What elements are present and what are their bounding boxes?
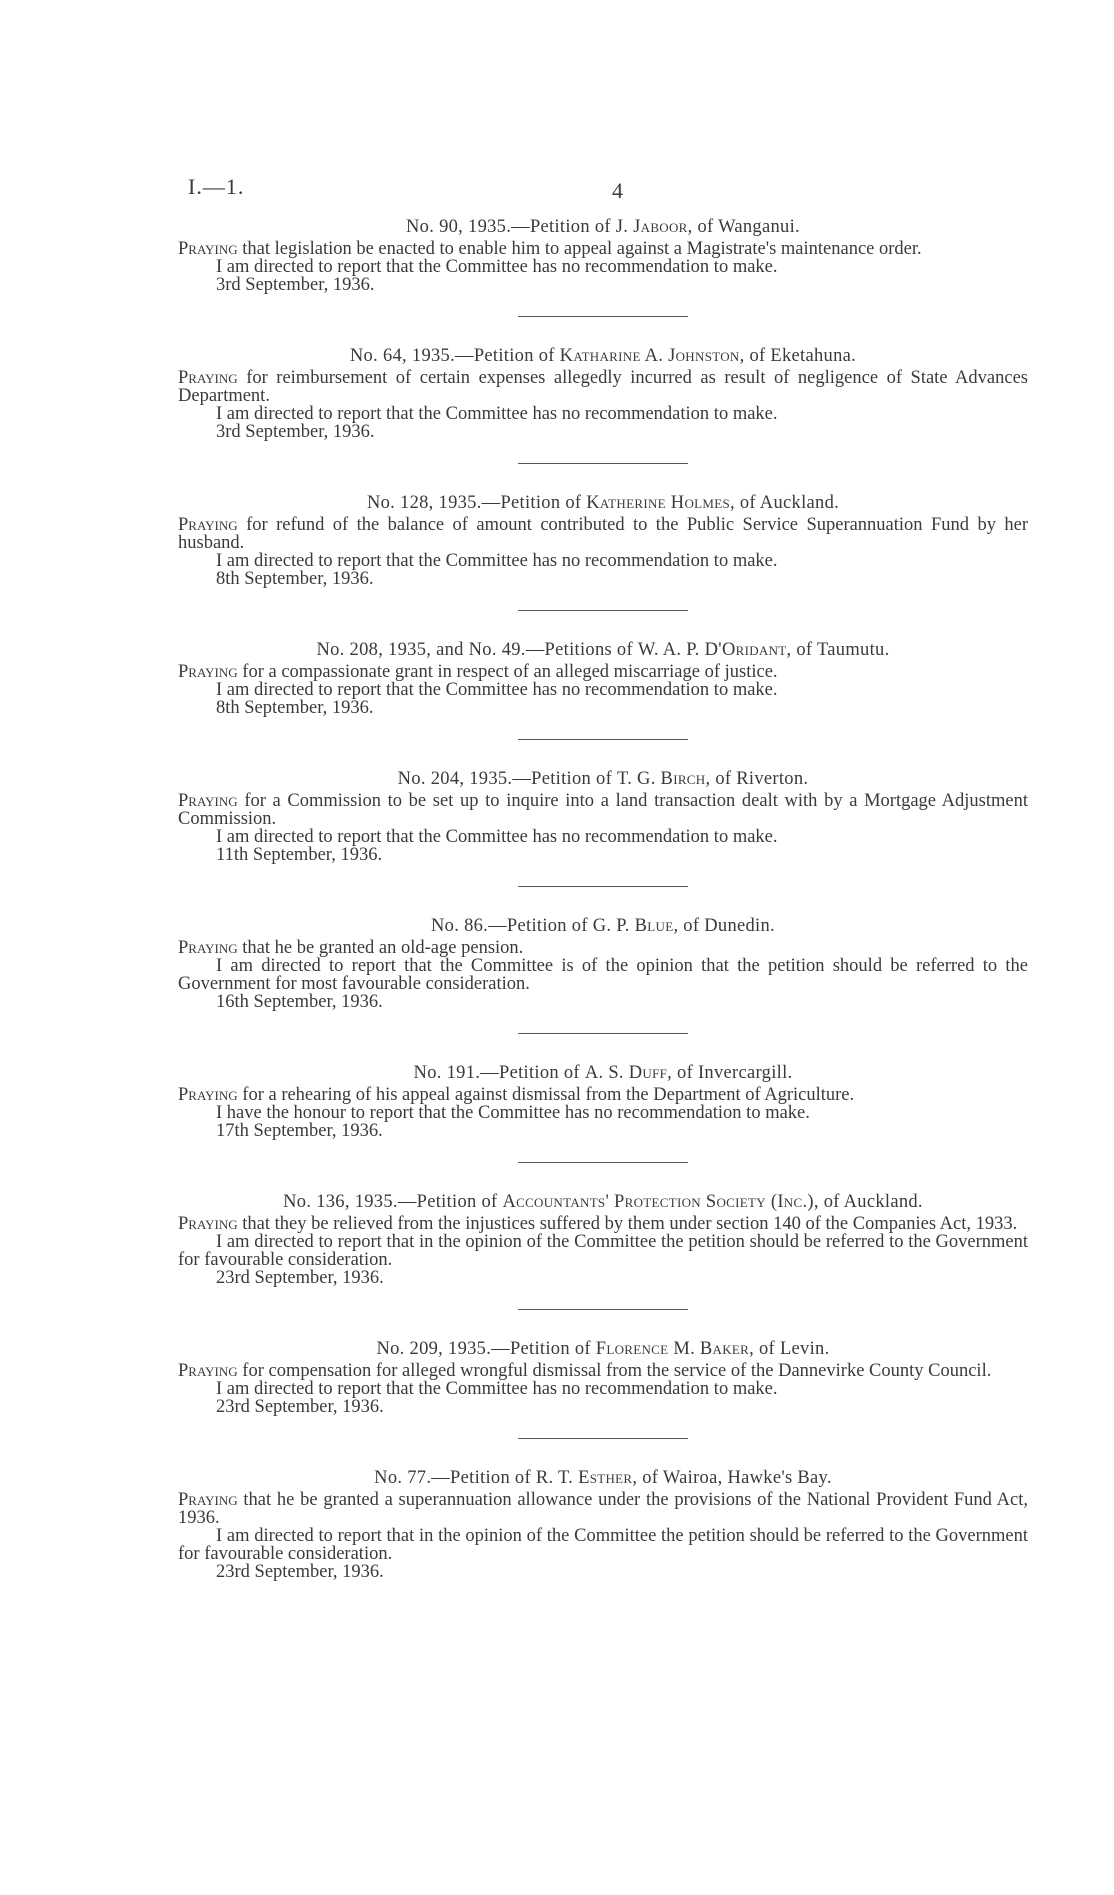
petition-prayer xyxy=(178,939,1028,957)
petition-prayer xyxy=(178,1491,1028,1527)
petitioner-place: , of Auckland. xyxy=(730,493,840,513)
petitioner-place: , of Riverton. xyxy=(705,769,809,789)
petition-prayer xyxy=(178,1362,1028,1380)
petitioner-place: , of Wanganui. xyxy=(687,217,800,237)
petition-entry xyxy=(178,641,1028,717)
petition-heading xyxy=(178,1064,1028,1082)
praying-text: for refund of the balance of amount contributed to the Public Service Superannuation Fund by her husband. xyxy=(178,515,1028,553)
petitioner-place: , of Wairoa, Hawke's Bay. xyxy=(632,1468,832,1488)
praying-label: Praying xyxy=(178,1214,238,1234)
petition-entry xyxy=(178,1340,1028,1416)
petition-number: No. 64, 1935.—Petition of xyxy=(349,346,560,366)
praying-label: Praying xyxy=(178,239,238,259)
praying-text: that he be granted a superannuation allowance under the provisions of the National Provident Fund Act, 1936. xyxy=(178,1490,1028,1528)
committee-report: I am directed to report that in the opinion of the Committee the petition should be referred to the Government for favourable consideration. xyxy=(178,1232,1028,1270)
report-date: 23rd September, 1936. xyxy=(216,1268,384,1288)
petition-prayer xyxy=(178,1086,1028,1104)
document-reference: I.—1. xyxy=(188,174,245,199)
petitions-list xyxy=(178,218,1028,1581)
petition-number: No. 204, 1935.—Petition of xyxy=(397,769,617,789)
report-date: 17th September, 1936. xyxy=(216,1121,383,1141)
petition-number: No. 136, 1935.—Petition of xyxy=(283,1192,503,1212)
praying-label: Praying xyxy=(178,1085,238,1105)
report-date: 23rd September, 1936. xyxy=(216,1397,384,1417)
petition-number: No. 208, 1935, and No. 49.—Petitions of xyxy=(316,640,638,660)
petition-entry xyxy=(178,494,1028,588)
praying-label: Praying xyxy=(178,368,238,388)
section-divider xyxy=(518,463,688,464)
petition-number: No. 209, 1935.—Petition of xyxy=(376,1339,596,1359)
petition-number: No. 86.—Petition of xyxy=(431,916,593,936)
committee-report: I am directed to report that the Committee has no recommendation to make. xyxy=(216,827,778,847)
praying-label: Praying xyxy=(178,515,238,535)
petitioner-name: Florence M. Baker xyxy=(595,1339,750,1359)
report-date: 3rd September, 1936. xyxy=(216,422,375,442)
section-divider xyxy=(518,1438,688,1439)
petitioner-place: , of Eketahuna. xyxy=(739,346,857,366)
petition-heading xyxy=(178,1193,1028,1211)
committee-report: I am directed to report that the Committee has no recommendation to make. xyxy=(216,257,778,277)
section-divider xyxy=(518,1309,688,1310)
petitioner-name: A. S. Duff xyxy=(584,1063,668,1083)
petitioner-name: Accountants' Protection Society (Inc.) xyxy=(502,1192,814,1212)
section-divider xyxy=(518,1033,688,1034)
praying-label: Praying xyxy=(178,1490,238,1510)
praying-label: Praying xyxy=(178,791,238,811)
petition-number: No. 77.—Petition of xyxy=(374,1468,536,1488)
petitioner-place: , of Invercargill. xyxy=(667,1063,793,1083)
petitioner-name: G. P. Blue xyxy=(592,916,674,936)
committee-report: I am directed to report that the Committee has no recommendation to make. xyxy=(216,1379,778,1399)
petitioner-name: Katharine A. Johnston xyxy=(559,346,740,366)
committee-report: I have the honour to report that the Committee has no recommendation to make. xyxy=(216,1103,810,1123)
petition-prayer xyxy=(178,1215,1028,1233)
praying-label: Praying xyxy=(178,1361,238,1381)
petitioner-place: , of Auckland. xyxy=(813,1192,923,1212)
section-divider xyxy=(518,739,688,740)
page-number: 4 xyxy=(612,178,623,203)
report-date: 23rd September, 1936. xyxy=(216,1562,384,1582)
praying-text: that they be relieved from the injustices suffered by them under section 140 of the Companies Act, 1933. xyxy=(237,1214,1018,1234)
petition-prayer xyxy=(178,240,1028,258)
praying-text: for a compassionate grant in respect of an alleged miscarriage of justice. xyxy=(237,662,778,682)
committee-report: I am directed to report that in the opinion of the Committee the petition should be referred to the Government for favourable consideration. xyxy=(178,1526,1028,1564)
petition-prayer xyxy=(178,369,1028,405)
praying-text: for a rehearing of his appeal against dismissal from the Department of Agriculture. xyxy=(237,1085,855,1105)
petitioner-name: W. A. P. D'Oridant xyxy=(637,640,787,660)
report-date: 3rd September, 1936. xyxy=(216,275,375,295)
praying-label: Praying xyxy=(178,938,238,958)
committee-report: I am directed to report that the Committee has no recommendation to make. xyxy=(216,551,778,571)
petition-entry xyxy=(178,770,1028,864)
petition-prayer xyxy=(178,516,1028,552)
praying-label: Praying xyxy=(178,662,238,682)
section-divider xyxy=(518,886,688,887)
petition-number: No. 128, 1935.—Petition of xyxy=(366,493,587,513)
committee-report: I am directed to report that the Committee has no recommendation to make. xyxy=(216,680,778,700)
report-date: 8th September, 1936. xyxy=(216,569,374,589)
petition-heading xyxy=(178,494,1028,512)
petition-number: No. 90, 1935.—Petition of xyxy=(406,217,616,237)
petitioner-place: , of Taumutu. xyxy=(786,640,890,660)
report-date: 8th September, 1936. xyxy=(216,698,374,718)
committee-report: I am directed to report that the Committee has no recommendation to make. xyxy=(216,404,778,424)
praying-text: for compensation for alleged wrongful dismissal from the service of the Dannevirke County Council. xyxy=(237,1361,992,1381)
petition-entry xyxy=(178,1064,1028,1140)
section-divider xyxy=(518,316,688,317)
petition-heading xyxy=(178,218,1028,236)
praying-text: that legislation be enacted to enable him to appeal against a Magistrate's maintenance order. xyxy=(237,239,922,259)
petition-number: No. 191.—Petition of xyxy=(413,1063,585,1083)
petition-prayer xyxy=(178,663,1028,681)
petitioner-name: T. G. Birch xyxy=(616,769,706,789)
petitioner-name: R. T. Esther xyxy=(535,1468,633,1488)
petition-heading xyxy=(178,641,1028,659)
petition-entry xyxy=(178,347,1028,441)
report-date: 11th September, 1936. xyxy=(216,845,383,865)
section-divider xyxy=(518,1162,688,1163)
petition-heading xyxy=(178,1469,1028,1487)
petitioner-name: J. Jaboor xyxy=(615,217,688,237)
petition-heading xyxy=(178,347,1028,365)
petition-heading xyxy=(178,770,1028,788)
section-divider xyxy=(518,610,688,611)
report-date: 16th September, 1936. xyxy=(216,992,383,1012)
praying-text: that he be granted an old-age pension. xyxy=(237,938,524,958)
petition-entry xyxy=(178,1469,1028,1581)
petition-entry xyxy=(178,917,1028,1011)
praying-text: for a Commission to be set up to inquire into a land transaction dealt with by a Mortgage Adjustment Commission. xyxy=(178,791,1028,829)
petition-prayer xyxy=(178,792,1028,828)
petition-entry xyxy=(178,218,1028,294)
petition-heading xyxy=(178,1340,1028,1358)
petitioner-place: , of Levin. xyxy=(749,1339,830,1359)
praying-text: for reimbursement of certain expenses allegedly incurred as result of negligence of State Advances Department. xyxy=(178,368,1028,406)
petition-entry xyxy=(178,1193,1028,1287)
petitioner-place: , of Dunedin. xyxy=(673,916,775,936)
petition-heading xyxy=(178,917,1028,935)
committee-report: I am directed to report that the Committee is of the opinion that the petition should be referred to the Government for most favourable consideration. xyxy=(178,956,1028,994)
petitioner-name: Katherine Holmes xyxy=(586,493,731,513)
